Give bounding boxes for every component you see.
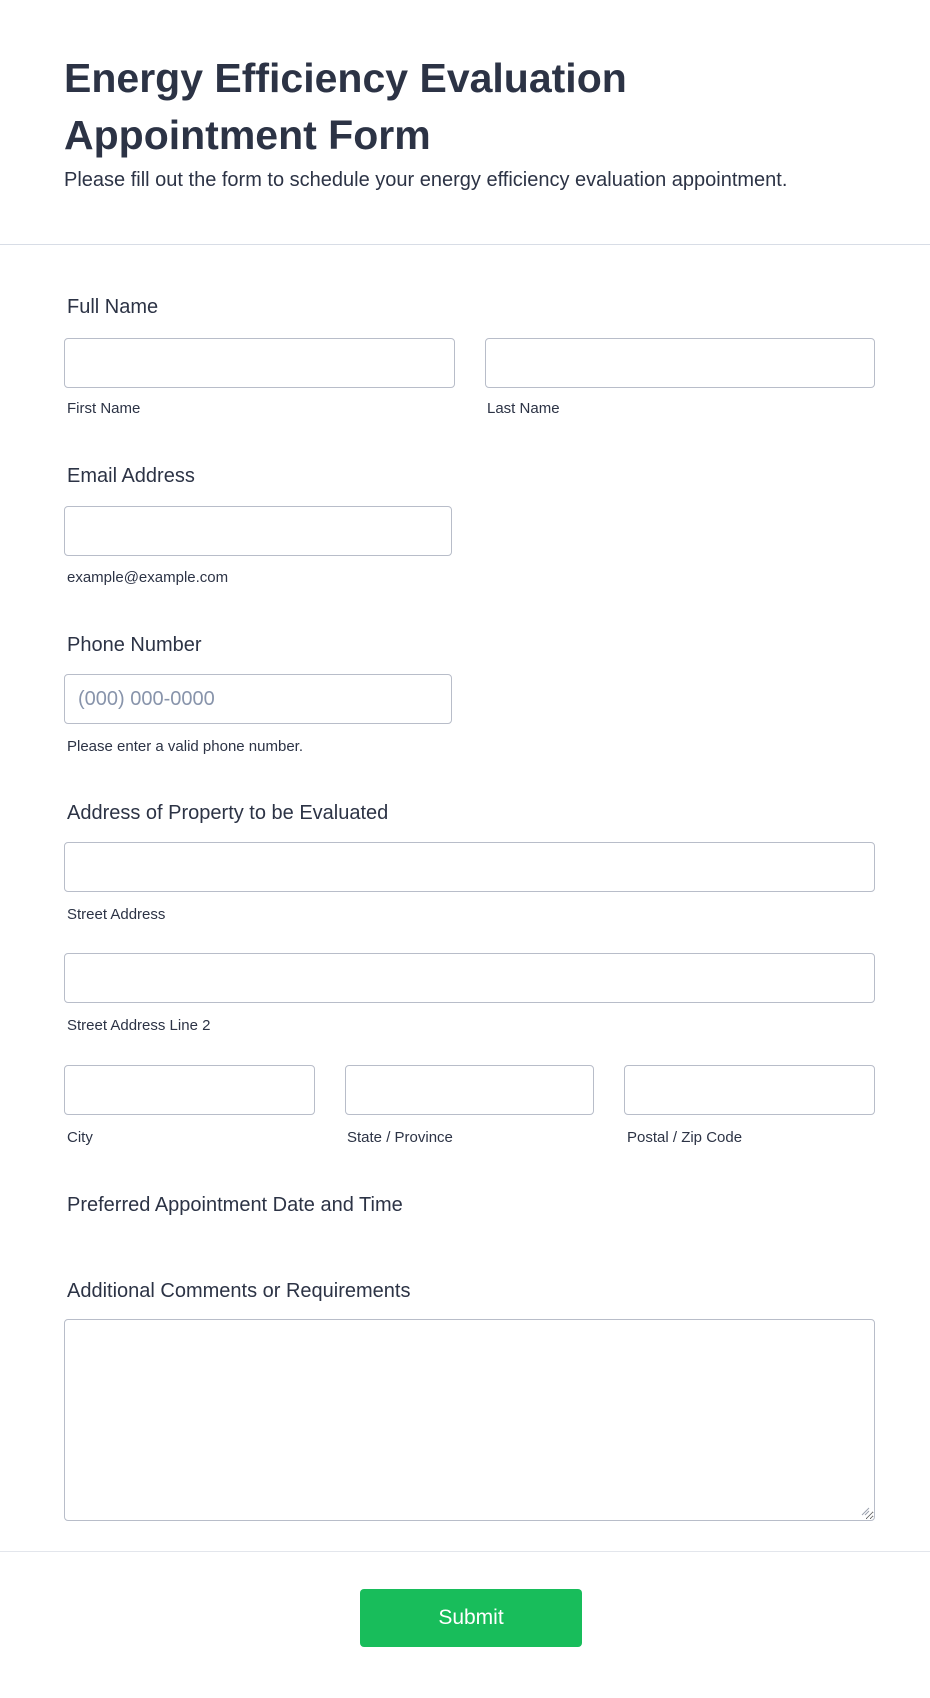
street-address-sublabel: Street Address <box>67 906 166 923</box>
state-province-sublabel: State / Province <box>347 1129 453 1146</box>
comments-label: Additional Comments or Requirements <box>67 1280 411 1302</box>
submit-button[interactable]: Submit <box>360 1589 582 1647</box>
phone-input[interactable] <box>64 674 452 724</box>
state-province-input[interactable] <box>345 1065 594 1115</box>
phone-sublabel: Please enter a valid phone number. <box>67 738 303 755</box>
comments-textarea[interactable] <box>64 1319 875 1521</box>
city-input[interactable] <box>64 1065 315 1115</box>
resize-handle-icon[interactable] <box>860 1506 870 1516</box>
email-input[interactable] <box>64 506 452 556</box>
email-label: Email Address <box>67 465 195 487</box>
email-sublabel: example@example.com <box>67 569 229 586</box>
last-name-input[interactable] <box>485 338 875 388</box>
first-name-input[interactable] <box>64 338 455 388</box>
form-header <box>0 0 930 245</box>
first-name-sublabel: First Name <box>67 400 141 417</box>
postal-zip-input[interactable] <box>624 1065 875 1115</box>
appointment-label: Preferred Appointment Date and Time <box>67 1194 403 1216</box>
street-address-line2-sublabel: Street Address Line 2 <box>67 1017 211 1034</box>
postal-zip-sublabel: Postal / Zip Code <box>627 1129 743 1146</box>
phone-label: Phone Number <box>67 634 202 656</box>
footer-divider <box>0 1551 930 1552</box>
form-title: Energy Efficiency Evaluation Appointment Form <box>64 55 627 158</box>
city-sublabel: City <box>67 1129 93 1146</box>
street-address-input[interactable] <box>64 842 875 892</box>
last-name-sublabel: Last Name <box>487 400 560 417</box>
address-label: Address of Property to be Evaluated <box>67 802 389 824</box>
form-subtitle: Please fill out the form to schedule your energy efficiency evaluation appointment. <box>64 169 788 191</box>
street-address-line2-input[interactable] <box>64 953 875 1003</box>
full-name-label: Full Name <box>67 296 159 318</box>
